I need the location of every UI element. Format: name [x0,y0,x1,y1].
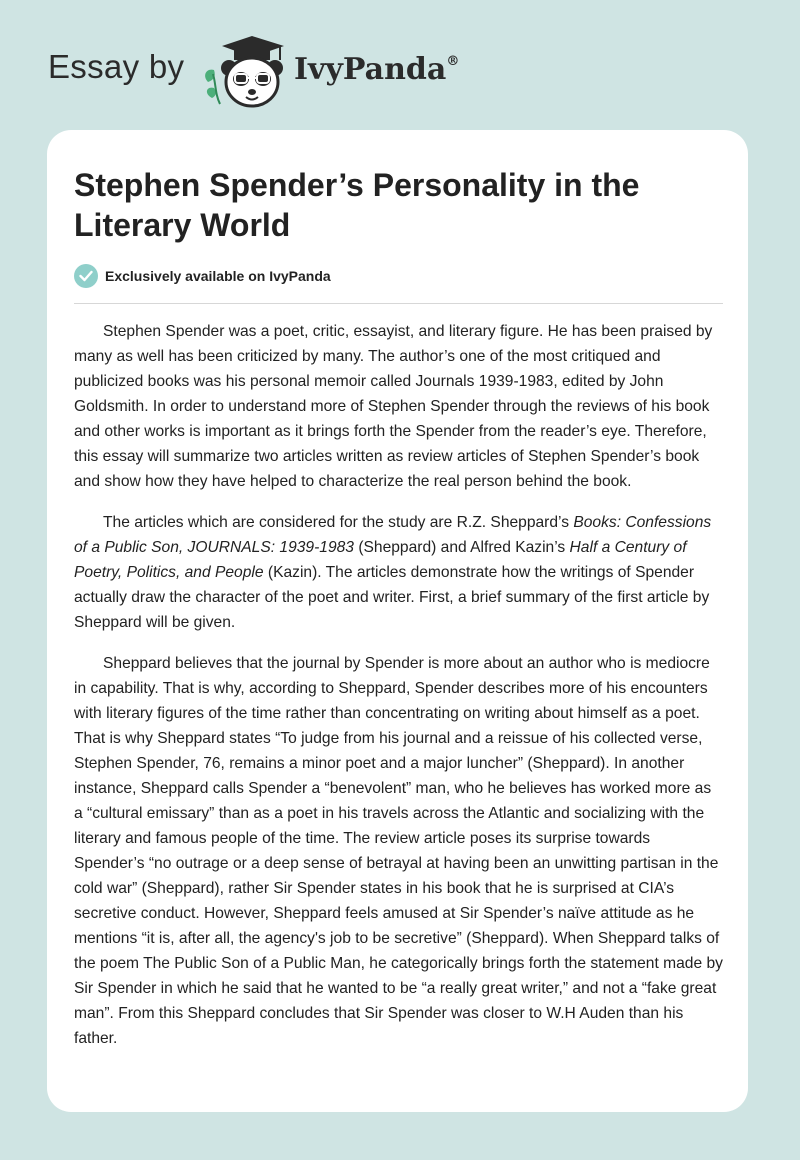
p2-citation-title-2: Half a Century of Poetry, Politics, and People [74,539,687,581]
page-title: Stephen Spender’s Personality in the Literary World [74,167,640,243]
registered-mark: ® [446,54,460,69]
panda-graduate-icon[interactable] [200,30,290,110]
p2-text-a: The articles which are considered for the study are R.Z. Sheppard’s [103,514,574,531]
paragraph-1: Stephen Spender was a poet, critic, essayist, and literary figure. He has been praised by many as well has been criticized by many. The author’s one of the most critiqued and publicized books was his personal memoir called Journals 1939-1983, edited by John Goldsmith. In order to understand more of Stephen Spender through the reviews of his book and other works is important as it brings forth the Spender from the reader’s eye. Therefore, this essay will summarize two articles written as review articles of Stephen Spender’s book and show how they have helped to characterize the real person behind the book. [74,323,713,490]
brand-name: IvyPanda [294,52,447,87]
check-circle-icon [74,264,98,288]
exclusive-badge [74,263,331,289]
paragraph-2 [74,510,724,635]
badge-text: Exclusively available on IvyPanda [105,268,331,284]
p2-citation-title-1: Books: Confessions of a Public Son, JOURNALS: 1939-1983 [74,514,712,556]
essay-card [47,130,748,1112]
essay-by-label: Essay by [48,48,185,85]
divider [74,303,723,304]
essay-body [74,319,724,1067]
site-header [48,30,508,112]
paragraph-3: Sheppard believes that the journal by Spender is more about an author who is mediocre in capability. That is why, according to Sheppard, Spender describes more of his encounters with literary figures of the time rather than concentrating on writing about himself as a poet. That is why Sheppard states “To judge from his journal and a reissue of his collected verse, Stephen Spender, 76, remains a minor poet and a major luncher” (Sheppard). In another instance, Sheppard calls Spender a “benevolent” man, who he believes has worked more as a “cultural emissary” than as a poet in his travels across the Atlantic and socializing with the literary and famous people of the time. The review article poses its surprise towards Spender’s “no outrage or a deep sense of betrayal at having been an unwitting partisan in the cold war” (Sheppard), rather Sir Spender states in his book that he is surprised at CIA’s secretive conduct. However, Sheppard feels amused at Sir Spender’s naïve attitude as he mentions “it is, after all, the agency's job to be secretive” (Sheppard). When Sheppard talks of the poem The Public Son of a Public Man, he categorically brings forth the statement made by Sir Spender in which he said that he wanted to be “a really great writer,” and not a “fake great man”. From this Sheppard concludes that Sir Spender was closer to W.H Auden than his father. [74,655,723,1047]
ivypanda-wordmark[interactable] [294,52,459,87]
p2-text-e: (Kazin). The articles demonstrate how the writings of Spender actually draw the character of the poet and writer. First, a brief summary of the first article by Sheppard will be given. [74,564,710,631]
p2-text-c: (Sheppard) and Alfred Kazin’s [353,539,570,556]
